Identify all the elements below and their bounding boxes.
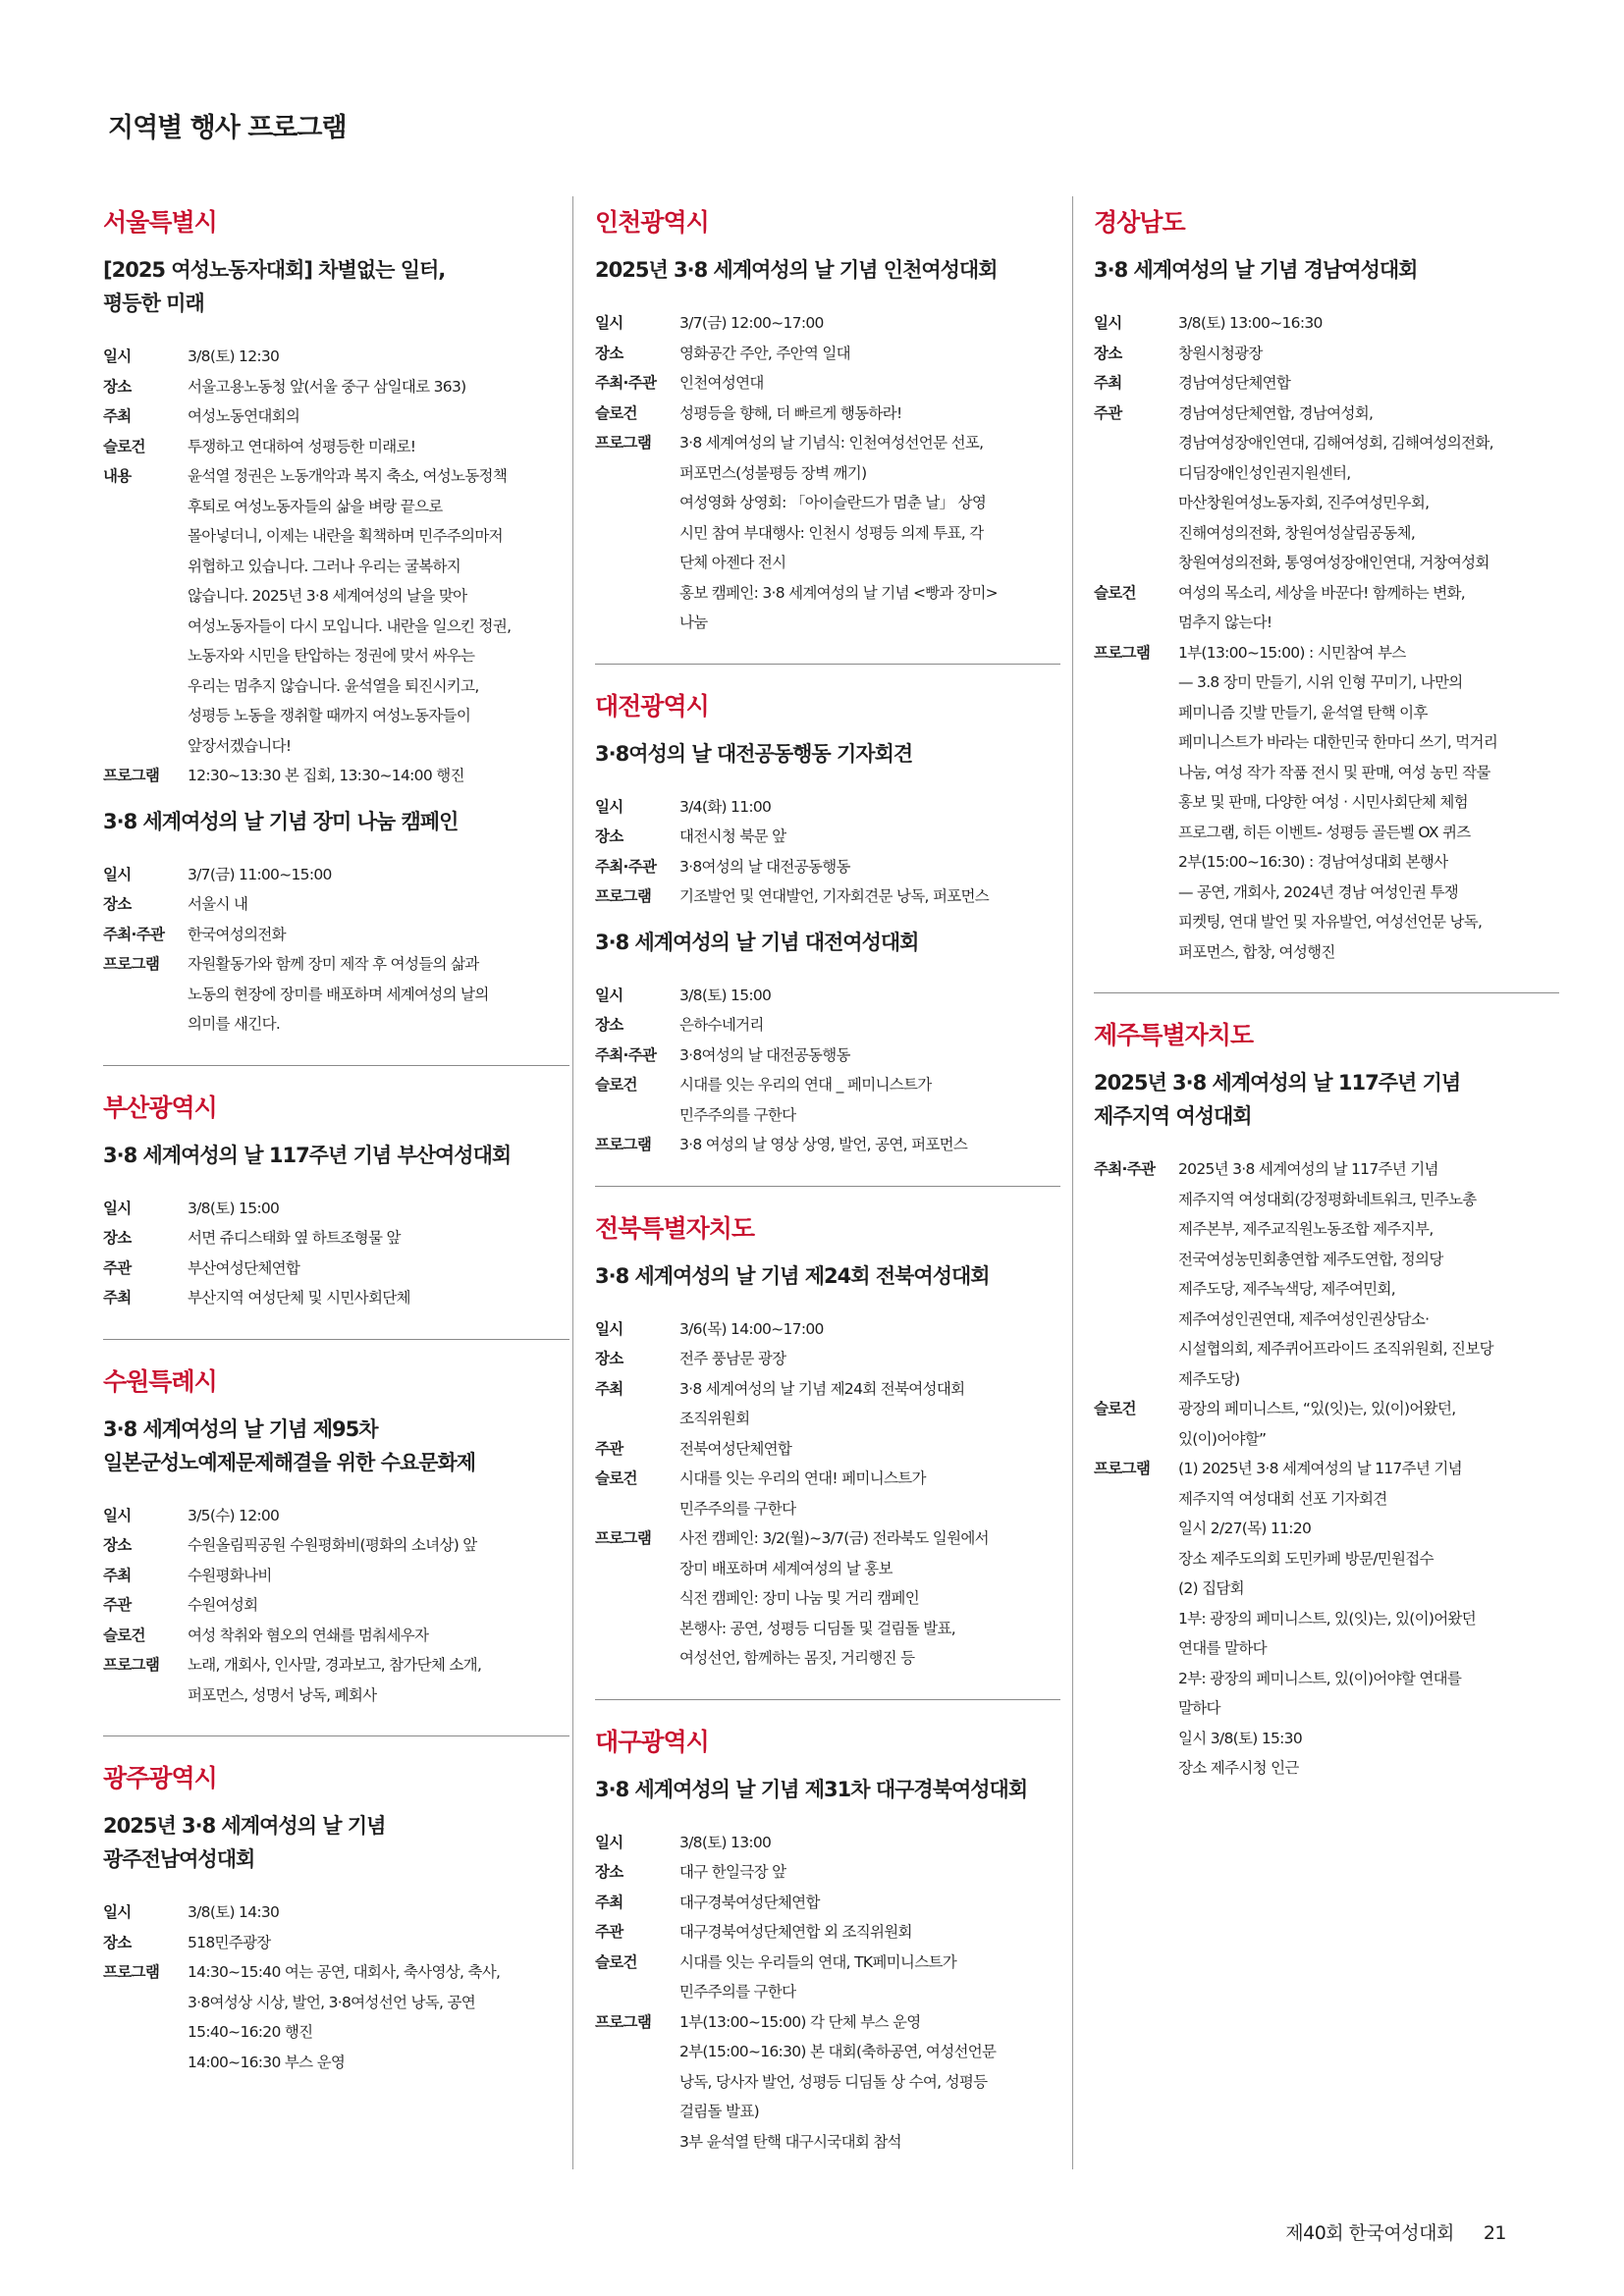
info-row (1094, 1394, 1559, 1454)
info-label: 슬로건 (1094, 583, 1136, 602)
event-title: 3·8 세계여성의 날 기념 장미 나눔 캠페인 (103, 809, 459, 833)
info-value: 여성의 목소리, 세상을 바꾼다! 함께하는 변화, 멈추지 않는다! (1178, 583, 1466, 631)
info-label: 주관 (595, 1439, 623, 1458)
info-value: 경남여성단체연합 (1178, 374, 1291, 392)
info-label: 장소 (595, 828, 623, 845)
info-label: 주관 (595, 1923, 623, 1941)
info-row (595, 1434, 1060, 1465)
info-value: 518민주광장 (188, 1933, 271, 1951)
info-label: 일시 (103, 1903, 132, 1921)
info-value: 수원올림픽공원 수원평화비(평화의 소녀상) 앞 (188, 1536, 477, 1554)
info-value: 3/8(토) 13:00 (679, 1833, 772, 1851)
info-row (103, 1928, 569, 1958)
info-label: 주관 (103, 1596, 132, 1614)
info-label: 슬로건 (595, 403, 637, 422)
info-label: 장소 (595, 344, 623, 362)
info-label: 장소 (103, 377, 132, 396)
region-section (103, 206, 569, 1040)
info-label: 주최 (1094, 374, 1122, 392)
info-value: 1부(13:00~15:00) : 시민참여 부스 — 3.8 장미 만들기, 시위 인형 꾸미기, 나만의 페미니즘 깃발 만들기, 윤석열 탄핵 이후 페미니스트가 바라는 대한민국 한마디 쓰기, 먹거리 나눔, 여성 작가 작품 전시 및 판매, 여성 농민 작물 홍보 및 판매, 다양한 여성 · 시민사회단체 체험 프로그램, 히든 이벤트- 성평등 골든벨 OX 퀴즈 2부(15:00~16:30) : 경남여성대회 본행사 — 공연, 개회사, 2024년 경남 여성인권 투쟁 피켓팅, 연대 발언 및 자유발언, 여성선언문 낭독, 퍼포먼스, 합창, 여성행진 (1178, 643, 1498, 961)
region-name: 전북특별자치도 (595, 1213, 755, 1243)
info-value: 3/4(화) 11:00 (679, 797, 772, 816)
info-value: 전북여성단체연합 (679, 1439, 792, 1458)
info-label: 주최·주관 (103, 925, 165, 943)
info-row (103, 920, 569, 950)
info-row (103, 1530, 569, 1561)
region-divider (1094, 992, 1559, 993)
column-middle (595, 206, 1060, 2157)
info-row (595, 2007, 1060, 2158)
info-row (595, 792, 1060, 823)
info-row (595, 1948, 1060, 2007)
info-label: 슬로건 (595, 1076, 637, 1094)
info-row (595, 399, 1060, 429)
info-label: 슬로건 (595, 1952, 637, 1971)
info-label: 장소 (103, 1933, 132, 1951)
info-label: 내용 (103, 467, 132, 485)
column-divider (1072, 196, 1073, 2169)
info-row (1094, 638, 1559, 968)
region-divider (103, 1339, 569, 1340)
info-label: 주최 (595, 1893, 623, 1911)
info-row (103, 372, 569, 402)
column-divider (572, 196, 573, 2169)
info-value: 광장의 페미니스트, “있(잇)는, 있(이)어왔던, 있(이)어야할” (1178, 1400, 1456, 1448)
info-label: 프로그램 (103, 955, 160, 973)
info-row (103, 1621, 569, 1651)
info-row (595, 428, 1060, 638)
info-row (1094, 308, 1559, 339)
info-row (103, 461, 569, 761)
info-value: 3/5(수) 12:00 (188, 1506, 280, 1524)
info-row (103, 860, 569, 890)
info-label: 주최 (595, 1379, 623, 1398)
event-title: 2025년 3·8 세계여성의 날 117주년 기념 제주지역 여성대회 (1094, 1071, 1461, 1128)
info-row (103, 401, 569, 432)
info-value: 기조발언 및 연대발언, 기자회견문 낭독, 퍼포먼스 (679, 887, 990, 905)
info-label: 프로그램 (595, 1136, 652, 1153)
info-value: 서면 쥬디스태화 옆 하트조형물 앞 (188, 1229, 401, 1247)
info-value: 대구경북여성단체연합 (679, 1893, 820, 1911)
info-row (595, 1888, 1060, 1918)
info-value: 인천여성연대 (679, 374, 764, 392)
region-divider (103, 1735, 569, 1736)
region-section (595, 690, 1060, 1160)
info-row (595, 881, 1060, 912)
info-row (103, 1223, 569, 1254)
info-row (103, 949, 569, 1040)
info-label: 장소 (103, 1536, 132, 1554)
info-value: 부산지역 여성단체 및 시민사회단체 (188, 1289, 410, 1307)
info-row (595, 1041, 1060, 1071)
info-label: 프로그램 (1094, 643, 1151, 662)
info-label: 주관 (103, 1258, 132, 1277)
info-value: 3/7(금) 12:00~17:00 (679, 314, 824, 332)
info-value: 투쟁하고 연대하여 성평등한 미래로! (188, 437, 416, 455)
info-value: 3/7(금) 11:00~15:00 (188, 865, 332, 883)
info-label: 주최·주관 (595, 374, 657, 392)
info-label: 장소 (103, 1229, 132, 1247)
info-value: 여성노동연대회의 (188, 407, 300, 425)
info-row (103, 761, 569, 791)
info-label: 장소 (1094, 344, 1122, 362)
region-divider (595, 664, 1060, 665)
info-label: 주최·주관 (595, 857, 657, 876)
info-row (1094, 399, 1559, 578)
info-label: 일시 (103, 1506, 132, 1524)
info-label: 주최 (103, 1289, 132, 1307)
event-title: 2025년 3·8 세계여성의 날 기념 인천여성대회 (595, 258, 998, 282)
info-row (1094, 339, 1559, 369)
info-row (595, 1070, 1060, 1130)
info-label: 주최 (103, 407, 132, 425)
info-value: 영화공간 주안, 주안역 일대 (679, 344, 850, 362)
info-label: 일시 (595, 314, 623, 332)
info-value: 3·8여성의 날 대전공동행동 (679, 857, 850, 876)
info-label: 주관 (1094, 403, 1122, 422)
info-label: 주최·주관 (1094, 1160, 1156, 1178)
column-left (103, 206, 569, 2077)
info-value: 한국여성의전화 (188, 925, 286, 943)
event-title: 3·8 세계여성의 날 기념 제31차 대구경북여성대회 (595, 1777, 1028, 1801)
region-name: 광주광역시 (103, 1764, 217, 1792)
info-value: 사전 캠페인: 3/2(월)~3/7(금) 전라북도 일원에서 장미 배포하며 세계여성의 날 홍보 식전 캠페인: 장미 나눔 및 거리 캠페인 본행사: 공연, 성평등 디딤돌 및 걸림돌 발표, 여성선언, 함께하는 몸짓, 거리행진 등 (679, 1529, 989, 1667)
region-name: 제주특별자치도 (1094, 1021, 1254, 1049)
info-row (103, 342, 569, 372)
page-title: 지역별 행사 프로그램 (108, 113, 347, 143)
info-value: 3·8여성의 날 대전공동행동 (679, 1045, 850, 1064)
info-value: 3·8 세계여성의 날 기념식: 인천여성선언문 선포, 퍼포먼스(성불평등 장벽 깨기) 여성영화 상영회: 「아이슬란드가 멈춘 날」 상영 시민 참여 부대행사: 인천시 성평등 의제 투표, 각 단체 아젠다 전시 홍보 캠페인: 3·8 세계여성의 날 기념 <빵과 장미> 나눔 (679, 434, 998, 631)
info-row (103, 1650, 569, 1710)
info-value: 서울시 내 (188, 895, 248, 913)
region-name: 부산광역시 (103, 1093, 217, 1122)
info-row (103, 1897, 569, 1928)
info-label: 일시 (595, 1319, 623, 1338)
info-label: 장소 (595, 1016, 623, 1034)
info-label: 프로그램 (103, 1963, 160, 1981)
info-label: 슬로건 (595, 1469, 637, 1487)
region-divider (595, 1699, 1060, 1700)
info-value: 수원평화나비 (188, 1566, 272, 1584)
info-label: 프로그램 (595, 2012, 652, 2031)
event-title: 3·8 세계여성의 날 기념 제24회 전북여성대회 (595, 1263, 990, 1288)
info-value: 3/8(토) 15:00 (679, 986, 772, 1004)
region-name: 수원특례시 (103, 1366, 217, 1396)
info-value: (1) 2025년 3·8 세계여성의 날 117주년 기념 제주지역 여성대회 선포 기자회견 일시 2/27(목) 11:20 장소 제주도의회 도민카페 방문/민원접수 (2) 집담회 1부: 광장의 페미니스트, 있(잇)는, 있(이)어왔던 연대를 말하다 2부: 광장의 페미니스트, 있(이)어야할 연대를 말하다 일시 3/8(토) 15:30 장소 제주시청 인근 (1178, 1460, 1477, 1777)
info-row (103, 1283, 569, 1313)
info-value: 3/8(토) 13:00~16:30 (1178, 314, 1323, 332)
info-row (103, 1957, 569, 2077)
info-value: 여성 착취와 혐오의 연쇄를 멈춰세우자 (188, 1626, 429, 1644)
region-divider (103, 1065, 569, 1066)
info-row (595, 1523, 1060, 1674)
info-row (595, 852, 1060, 882)
info-value: 1부(13:00~15:00) 각 단체 부스 운영 2부(15:00~16:30) 본 대회(축하공연, 여성선언문 낭독, 당사자 발언, 성평등 디딤돌 상 수여, 성평등 걸림돌 발표) 3부 윤석열 탄핵 대구시국대회 참석 (679, 2012, 997, 2151)
info-row (595, 1344, 1060, 1374)
info-label: 주최·주관 (595, 1045, 657, 1064)
info-value: 노래, 개회사, 인사말, 경과보고, 참가단체 소개, 퍼포먼스, 성명서 낭독, 폐회사 (188, 1656, 482, 1704)
info-label: 일시 (103, 865, 132, 883)
info-row (1094, 1454, 1559, 1784)
region-name: 경상남도 (1094, 208, 1185, 237)
info-value: 12:30~13:30 본 집회, 13:30~14:00 행진 (188, 767, 464, 784)
info-label: 프로그램 (595, 434, 652, 452)
info-label: 프로그램 (1094, 1460, 1151, 1477)
info-row (595, 1857, 1060, 1888)
region-section (103, 1365, 569, 1711)
region-section (1094, 206, 1559, 967)
info-value: 2025년 3·8 세계여성의 날 117주년 기념 제주지역 여성대회(강정평화네트워크, 민주노총 제주본부, 제주교직원노동조합 제주지부, 전국여성농민회총연합 제주도연합, 정의당 제주도당, 제주녹색당, 제주여민회, 제주여성인권연대, 제주여성인권상담소· 시설협의회, 제주퀴어프라이드 조직위원회, 진보당 제주도당) (1178, 1160, 1493, 1388)
info-value: 수원여성회 (188, 1596, 258, 1614)
info-label: 장소 (595, 1863, 623, 1881)
info-row (595, 1464, 1060, 1523)
info-value: 창원시청광장 (1178, 344, 1263, 362)
info-label: 슬로건 (103, 437, 145, 455)
info-value: 부산여성단체연합 (188, 1258, 300, 1277)
info-value: 자원활동가와 함께 장미 제작 후 여성들의 삶과 노동의 현장에 장미를 배포하며 세계여성의 날의 의미를 새긴다. (188, 955, 489, 1033)
info-value: 경남여성단체연합, 경남여성회, 경남여성장애인연대, 김해여성회, 김해여성의전화, 디딤장애인성인권지원센터, 마산창원여성노동자회, 진주여성민우회, 진해여성의전화, 창원여성살림공동체, 창원여성의전화, 통영여성장애인연대, 거창여성회 (1178, 403, 1493, 571)
info-row (103, 1501, 569, 1531)
info-value: 대구 한일극장 앞 (679, 1863, 786, 1881)
info-label: 슬로건 (1094, 1400, 1136, 1417)
info-row (595, 1917, 1060, 1948)
info-value: 3·8 세계여성의 날 기념 제24회 전북여성대회 조직위원회 (679, 1379, 965, 1427)
event-title: 3·8 세계여성의 날 기념 대전여성대회 (595, 930, 919, 954)
event-title: 3·8여성의 날 대전공동행동 기자회견 (595, 741, 913, 766)
info-row (595, 368, 1060, 399)
info-value: 시대를 잇는 우리의 연대! 페미니스트가 민주주의를 구한다 (679, 1469, 926, 1518)
info-row (595, 1374, 1060, 1434)
region-section (595, 1726, 1060, 2158)
event-title: 3·8 세계여성의 날 117주년 기념 부산여성대회 (103, 1143, 512, 1167)
region-name: 서울특별시 (103, 208, 217, 237)
info-row (595, 1314, 1060, 1345)
info-label: 주최 (103, 1566, 132, 1584)
info-row (595, 1130, 1060, 1160)
event-title: [2025 여성노동자대회] 차별없는 일터, 평등한 미래 (103, 258, 446, 315)
region-section (103, 1092, 569, 1313)
info-row (103, 889, 569, 920)
info-row (595, 981, 1060, 1011)
info-row (103, 1194, 569, 1224)
info-value: 3/8(토) 12:30 (188, 347, 280, 365)
info-value: 대전시청 북문 앞 (679, 828, 786, 845)
info-value: 윤석열 정권은 노동개악과 복지 축소, 여성노동정책 후퇴로 여성노동자들의 삶을 벼랑 끝으로 몰아넣더니, 이제는 내란을 획책하며 민주주의마저 위협하고 있습니다. 그러나 우리는 굴복하지 않습니다. 2025년 3·8 세계여성의 날을 맞아 여성노동자들이 다시 모입니다. 내란을 일으킨 정권, 노동자와 시민을 탄압하는 정권에 맞서 싸우는 우리는 멈추지 않습니다. 윤석열을 퇴진시키고, 성평등 노동을 쟁취할 때까지 여성노동자들이 앞장서겠습니다! (188, 467, 512, 755)
info-value: 14:30~15:40 여는 공연, 대회사, 축사영상, 축사, 3·8여성상 시상, 발언, 3·8여성선언 낭독, 공연 15:40~16:20 행진 14:00~16:30 부스 운영 (188, 1963, 501, 2071)
info-row (595, 1828, 1060, 1858)
info-row (1094, 368, 1559, 399)
page-footer (1285, 2218, 1506, 2245)
info-value: 3/8(토) 14:30 (188, 1903, 280, 1921)
info-label: 일시 (103, 347, 132, 365)
info-value: 성평등을 향해, 더 빠르게 행동하라! (679, 403, 902, 422)
info-label: 일시 (1094, 314, 1122, 332)
region-name: 대전광역시 (595, 691, 709, 721)
region-section (595, 206, 1060, 638)
info-value: 3/8(토) 15:00 (188, 1199, 280, 1217)
info-value: 서울고용노동청 앞(서울 중구 삼일대로 363) (188, 377, 466, 396)
region-section (103, 1762, 569, 2077)
info-row (595, 1010, 1060, 1041)
info-label: 프로그램 (103, 767, 160, 784)
info-row (103, 432, 569, 462)
info-value: 전주 풍남문 광장 (679, 1350, 786, 1367)
info-value: 대구경북여성단체연합 외 조직위원회 (679, 1923, 912, 1941)
info-label: 프로그램 (103, 1656, 160, 1674)
info-value: 시대를 잇는 우리의 연대 _ 페미니스트가 민주주의를 구한다 (679, 1076, 932, 1124)
info-row (595, 308, 1060, 339)
info-label: 일시 (595, 1833, 623, 1851)
publication-name: 제40회 한국여성대회 (1285, 2222, 1454, 2244)
info-label: 장소 (595, 1350, 623, 1367)
info-row (1094, 1154, 1559, 1394)
region-divider (595, 1186, 1060, 1187)
info-value: 3·8 여성의 날 영상 상영, 발언, 공연, 퍼포먼스 (679, 1136, 968, 1153)
region-name: 대구광역시 (595, 1727, 709, 1756)
column-right (1094, 206, 1559, 1784)
info-label: 일시 (595, 986, 623, 1004)
info-row (595, 339, 1060, 369)
info-label: 일시 (595, 797, 623, 816)
event-title: 2025년 3·8 세계여성의 날 기념 광주전남여성대회 (103, 1814, 386, 1871)
info-value: 은하수네거리 (679, 1016, 764, 1034)
event-title: 3·8 세계여성의 날 기념 경남여성대회 (1094, 258, 1418, 282)
region-name: 인천광역시 (595, 208, 709, 237)
page-number: 21 (1483, 2222, 1506, 2244)
info-value: 시대를 잇는 우리들의 연대, TK페미니스트가 민주주의를 구한다 (679, 1952, 957, 2001)
info-label: 프로그램 (595, 887, 652, 905)
event-title: 3·8 세계여성의 날 기념 제95차 일본군성노예제문제해결을 위한 수요문화제 (103, 1416, 476, 1474)
info-row (1094, 578, 1559, 638)
info-row (595, 822, 1060, 852)
info-row (103, 1254, 569, 1284)
region-section (595, 1212, 1060, 1674)
info-value: 3/6(목) 14:00~17:00 (679, 1319, 824, 1338)
info-label: 슬로건 (103, 1626, 145, 1644)
info-row (103, 1590, 569, 1621)
region-section (1094, 1019, 1559, 1784)
info-row (103, 1561, 569, 1591)
info-label: 일시 (103, 1199, 132, 1217)
info-label: 장소 (103, 895, 132, 913)
info-label: 프로그램 (595, 1529, 652, 1547)
